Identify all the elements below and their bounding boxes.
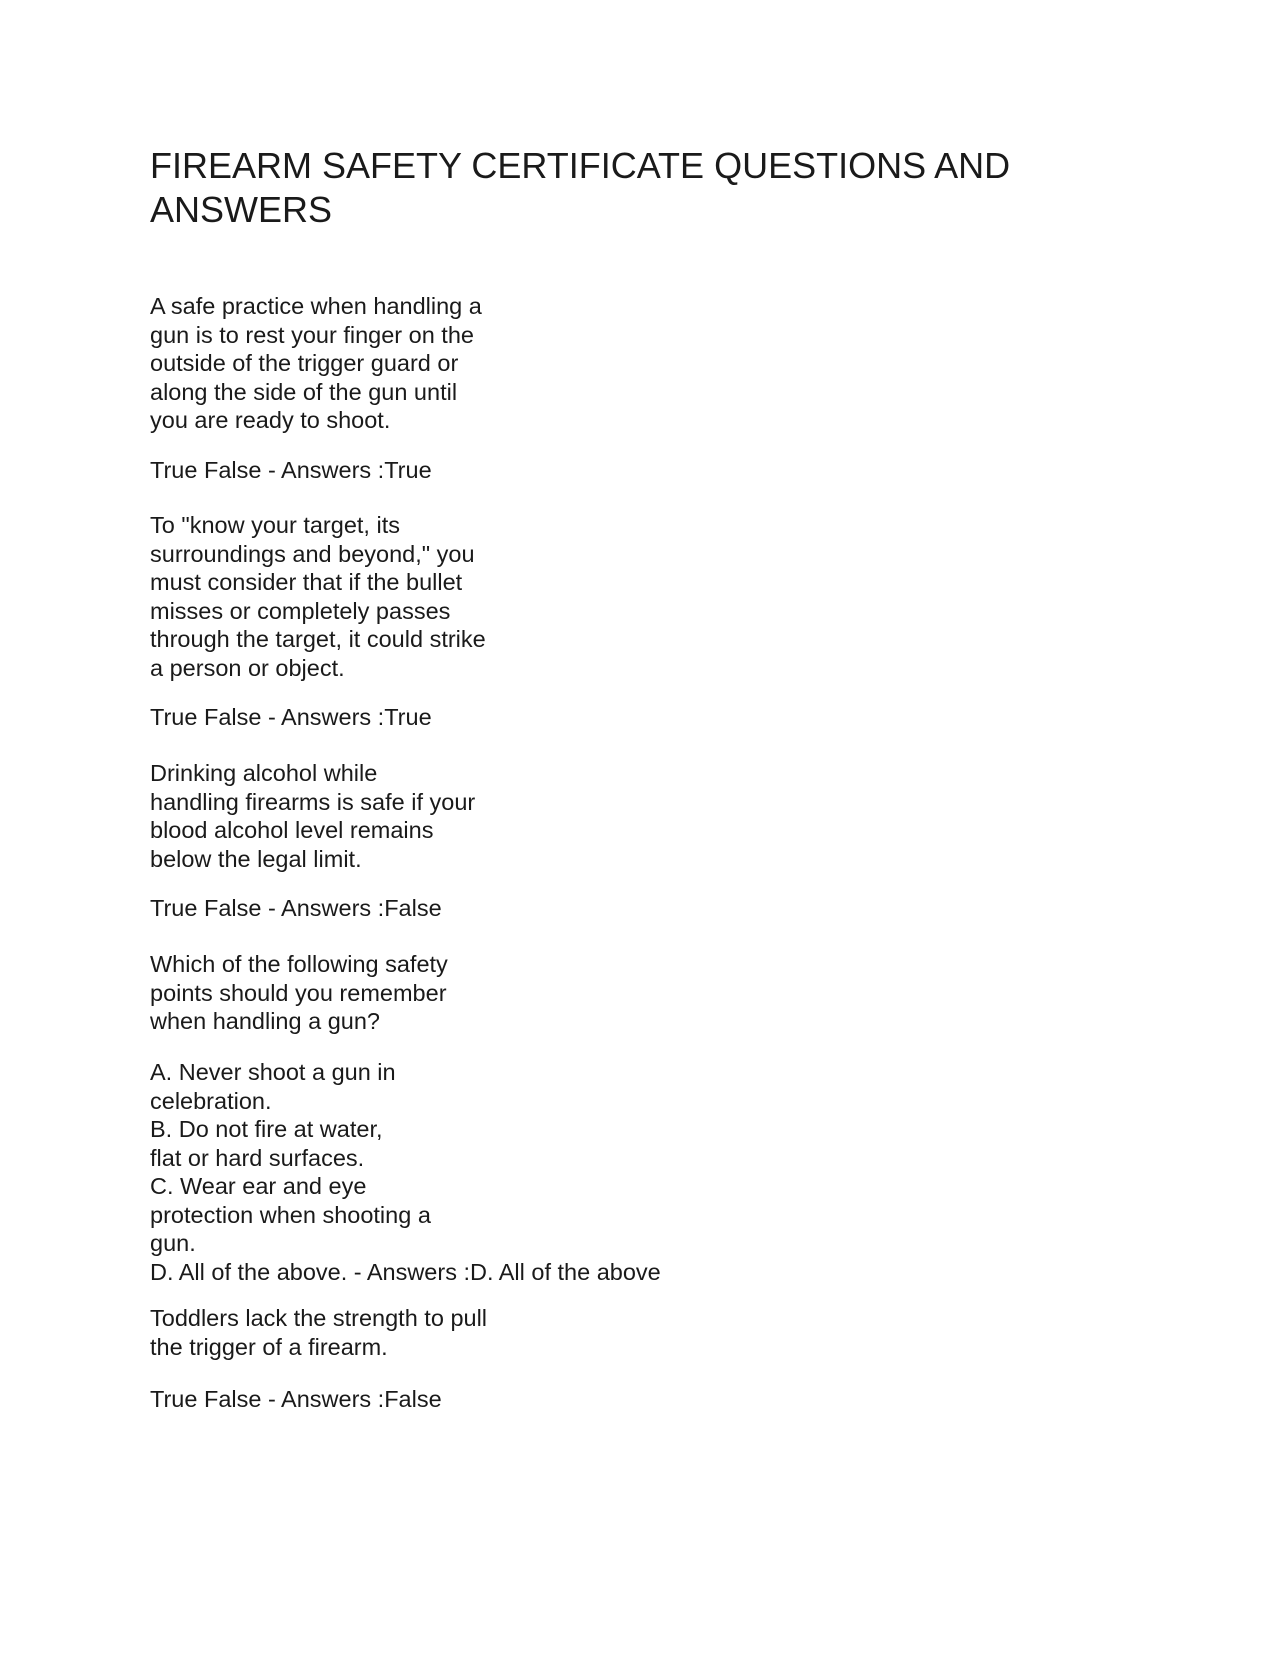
answer-line: A. Never shoot a gun in xyxy=(150,1059,396,1085)
answer-line: gun. xyxy=(150,1230,196,1256)
question-3 xyxy=(150,759,475,873)
question-line: the trigger of a firearm. xyxy=(150,1333,388,1360)
answer-line: B. Do not fire at water, xyxy=(150,1116,383,1142)
answer-line: D. All of the above. - Answers :D. All of the above xyxy=(150,1258,661,1285)
question-line: points should you remember xyxy=(150,979,447,1006)
question-line: you are ready to shoot. xyxy=(150,407,391,433)
answer-line: flat or hard surfaces. xyxy=(150,1144,365,1171)
question-line: handling firearms is safe if your xyxy=(150,788,476,815)
question-line: through the target, it could strike xyxy=(150,626,486,652)
question-line: blood alcohol level remains xyxy=(150,817,434,843)
question-line: To "know your target, its xyxy=(150,512,400,538)
answer-2 xyxy=(150,703,432,732)
document-title xyxy=(150,144,1150,232)
question-line: a person or object. xyxy=(150,654,345,681)
question-line: A safe practice when handling a xyxy=(150,293,482,319)
question-line: below the legal limit. xyxy=(150,845,362,872)
answer-3 xyxy=(150,894,442,923)
question-line: when handling a gun? xyxy=(150,1008,380,1034)
question-5 xyxy=(150,1304,487,1361)
question-line: surroundings and beyond," you xyxy=(150,540,475,567)
answer-4 xyxy=(150,1058,661,1286)
answer-line: True False - Answers :False xyxy=(150,1386,442,1412)
answer-line: celebration. xyxy=(150,1087,272,1114)
question-4 xyxy=(150,950,448,1036)
question-line: gun is to rest your finger on the xyxy=(150,321,474,348)
answer-line: True False - Answers :False xyxy=(150,895,442,921)
question-line: Drinking alcohol while xyxy=(150,760,378,786)
answer-line: C. Wear ear and eye xyxy=(150,1173,367,1199)
title-line: ANSWERS xyxy=(150,189,333,230)
question-line: along the side of the gun until xyxy=(150,378,458,405)
answer-1 xyxy=(150,456,432,485)
answer-line: True False - Answers :True xyxy=(150,704,432,730)
question-2 xyxy=(150,511,486,682)
answer-line: True False - Answers :True xyxy=(150,457,432,483)
question-line: Toddlers lack the strength to pull xyxy=(150,1305,488,1331)
answer-5 xyxy=(150,1385,442,1414)
question-line: misses or completely passes xyxy=(150,597,451,624)
title-line: FIREARM SAFETY CERTIFICATE QUESTIONS AND xyxy=(150,145,1011,186)
question-line: Which of the following safety xyxy=(150,951,448,977)
question-line: outside of the trigger guard or xyxy=(150,350,459,376)
answer-line: protection when shooting a xyxy=(150,1201,431,1228)
question-1 xyxy=(150,292,482,435)
question-line: must consider that if the bullet xyxy=(150,569,463,595)
